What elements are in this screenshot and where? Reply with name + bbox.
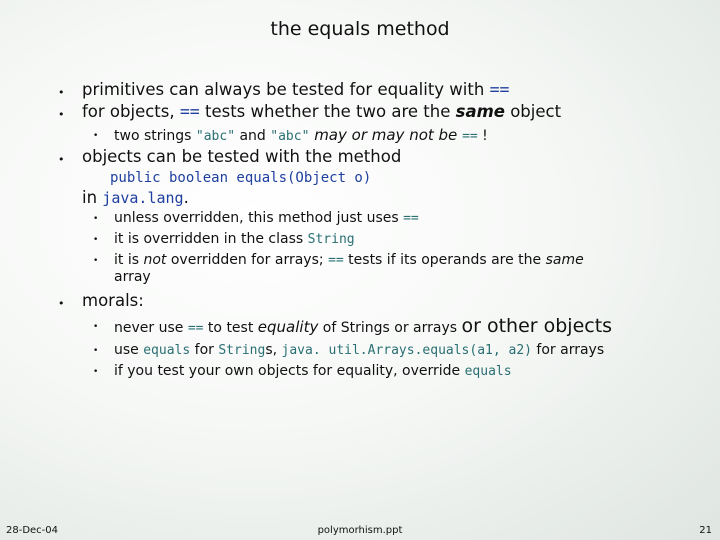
slide-title: the equals method: [270, 18, 450, 40]
bullet-primitives: primitives can always be tested for equality with ==: [82, 80, 510, 99]
method-signature: public boolean equals(Object o): [110, 170, 372, 186]
java-lang-line: in java.lang.: [82, 188, 189, 207]
sub-bullet-overridden-string: it is overridden in the class String: [114, 231, 355, 247]
footer-filename: polymorhism.ppt: [317, 525, 403, 536]
bullet-dot: •: [93, 131, 99, 141]
sub-bullet-arrays-cont: array: [114, 269, 151, 285]
bullet-dot: •: [93, 214, 99, 224]
bullet-dot: •: [93, 322, 99, 332]
bullet-dot: •: [93, 256, 99, 266]
bullet-dot: •: [93, 235, 99, 245]
bullet-dot: •: [58, 297, 65, 310]
sub-bullet-use-equals: use equals for Strings, java. util.Arrays.equals(a1, a2) for arrays: [114, 342, 605, 358]
bullet-morals: morals:: [82, 291, 144, 310]
sub-bullet-unless-overridden: unless overridden, this method just uses ==: [114, 210, 419, 226]
bullet-dot: •: [58, 108, 65, 121]
sub-bullet-override-equals: if you test your own objects for equality, override equals: [114, 363, 512, 379]
bullet-objects-method: objects can be tested with the method: [82, 147, 402, 166]
sub-bullet-never-use: never use == to test equality of Strings or arrays or other objects: [114, 315, 613, 337]
bullet-dot: •: [58, 153, 65, 166]
bullet-dot: •: [58, 86, 65, 99]
bullet-objects-equality: for objects, == tests whether the two are the same object: [82, 102, 562, 121]
bullet-dot: •: [93, 346, 99, 356]
sub-bullet-strings: two strings "abc" and "abc" may or may not be == !: [114, 126, 488, 144]
footer-page-number: 21: [699, 525, 712, 536]
sub-bullet-arrays: it is not overridden for arrays; == tests if its operands are the same: [114, 252, 584, 268]
bullet-dot: •: [93, 367, 99, 377]
footer-date: 28-Dec-04: [6, 525, 59, 536]
